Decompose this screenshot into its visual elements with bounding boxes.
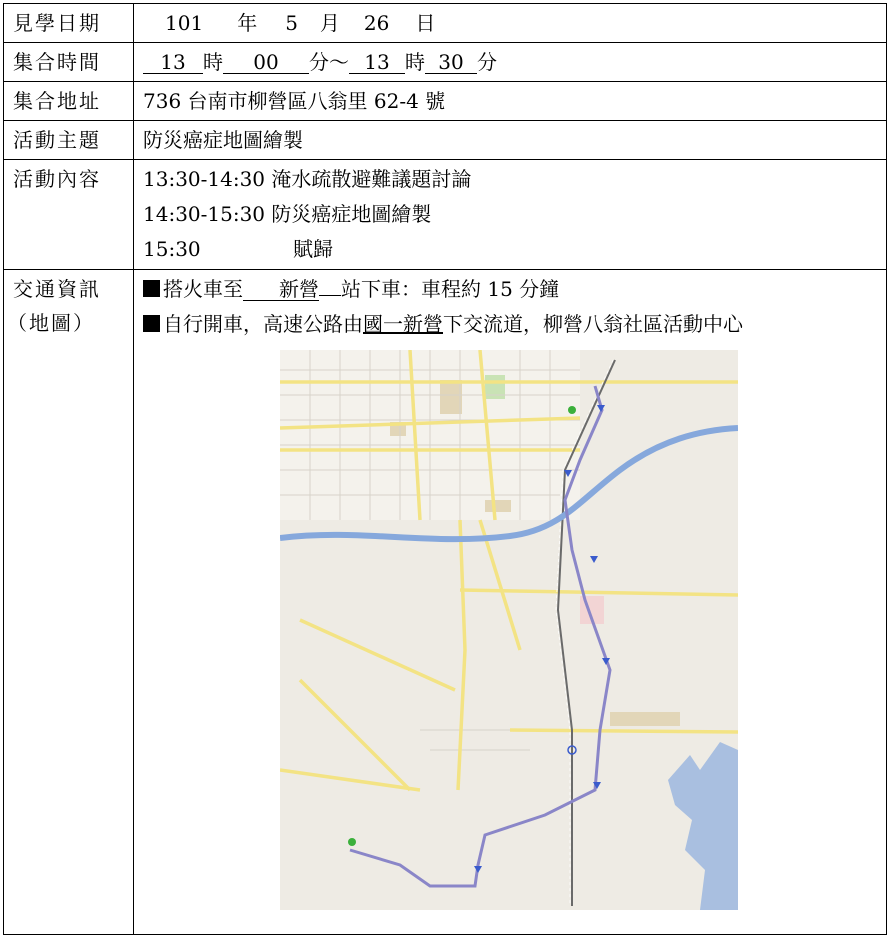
time-unit-hour-1: 時	[203, 50, 223, 74]
destination-marker-icon	[348, 838, 356, 846]
map-block	[440, 380, 462, 414]
train-blank	[319, 273, 341, 296]
train-suffix: 站下車：車程約 15 分鐘	[341, 277, 560, 301]
value-content	[134, 160, 887, 270]
value-time	[134, 43, 887, 82]
car-suffix: 下交流道，柳營八翁社區活動中心	[443, 312, 743, 336]
label-time: 集合時間	[4, 43, 134, 82]
row-date	[4, 4, 887, 43]
date-year-unit: 年	[237, 11, 258, 35]
time-start-minute: 00	[223, 51, 309, 74]
bullet-square-icon	[143, 280, 160, 297]
map-image	[280, 350, 738, 910]
time-unit-minute-2: 分	[477, 50, 497, 74]
date-day-unit: 日	[415, 11, 436, 35]
date-month: 5	[285, 11, 298, 35]
time-unit-minute-1: 分～	[309, 50, 349, 74]
map-block	[485, 500, 511, 512]
label-date: 見學日期	[4, 4, 134, 43]
schedule-time: 13:30-14:30	[143, 167, 266, 191]
schedule-text: 防災癌症地圖繪製	[271, 202, 432, 226]
bullet-square-icon	[143, 315, 160, 332]
label-address: 集合地址	[4, 82, 134, 121]
date-month-unit: 月	[319, 11, 340, 35]
value-date	[134, 4, 887, 43]
schedule-time: 14:30-15:30	[143, 202, 266, 226]
row-transport	[4, 270, 887, 935]
row-content	[4, 160, 887, 270]
start-marker-icon	[568, 406, 576, 414]
label-transport-2: （地圖）	[7, 311, 95, 335]
time-end-hour: 13	[349, 51, 405, 74]
row-address	[4, 82, 887, 121]
train-prefix: 搭火車至	[163, 277, 243, 301]
label-transport	[4, 270, 134, 935]
train-station: 新營	[243, 278, 319, 301]
date-day: 26	[363, 11, 390, 35]
date-year: 101	[165, 11, 204, 35]
map-block	[610, 712, 680, 726]
route-map	[280, 350, 738, 910]
time-unit-hour-2: 時	[405, 50, 425, 74]
schedule-text: 淹水疏散避難議題討論	[271, 167, 472, 191]
schedule-item	[143, 232, 886, 267]
label-theme: 活動主題	[4, 121, 134, 160]
value-theme: 防災癌症地圖繪製	[134, 121, 887, 160]
train-directions	[143, 272, 886, 307]
schedule-item	[143, 162, 886, 197]
label-transport-1: 交通資訊	[13, 277, 101, 301]
time-end-minute: 30	[425, 51, 477, 74]
value-address: 736 台南市柳營區八翁里 62-4 號	[134, 82, 887, 121]
schedule-text: 賦歸	[293, 237, 333, 261]
schedule-item	[143, 197, 886, 232]
row-theme	[4, 121, 887, 160]
visit-info-table	[3, 3, 887, 935]
time-start-hour: 13	[143, 51, 203, 74]
value-transport	[134, 270, 887, 935]
schedule-time: 15:30	[143, 237, 201, 261]
label-content: 活動內容	[4, 160, 134, 270]
car-directions	[143, 307, 886, 342]
car-highway: 國一新營	[363, 312, 443, 336]
car-prefix: 自行開車，高速公路由	[163, 312, 363, 336]
row-time	[4, 43, 887, 82]
